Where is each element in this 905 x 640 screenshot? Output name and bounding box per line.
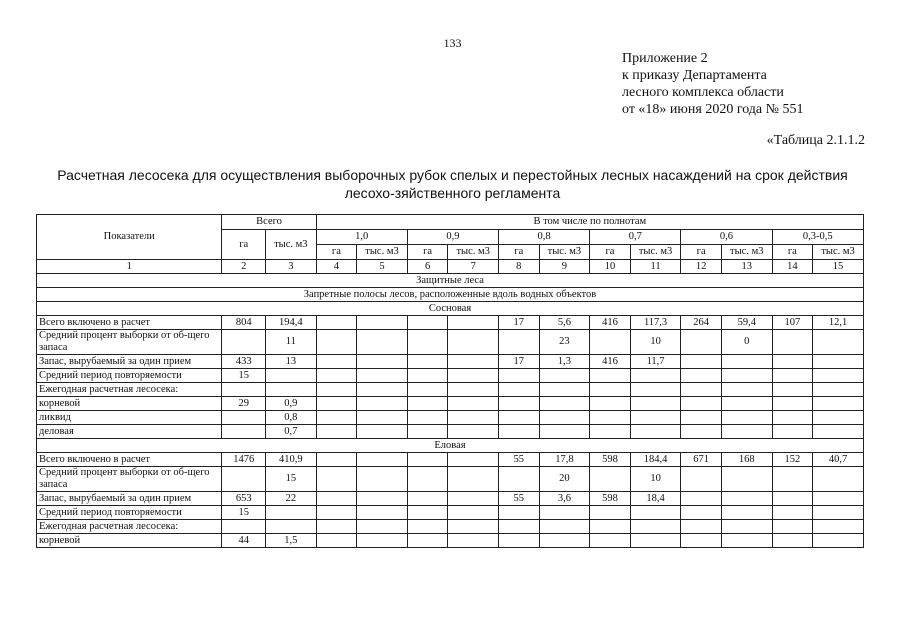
row-label: корневой	[37, 534, 222, 548]
table-cell	[499, 383, 540, 397]
table-cell: 55	[499, 453, 540, 467]
table-cell: 55	[499, 492, 540, 506]
table-cell	[499, 506, 540, 520]
table-cell	[222, 467, 266, 492]
table-cell	[265, 383, 316, 397]
column-number: 9	[539, 260, 590, 274]
header-including: В том числе по полнотам	[316, 215, 863, 230]
row-label: Ежегодная расчетная лесосека:	[37, 520, 222, 534]
table-cell	[448, 534, 499, 548]
table-cell	[316, 383, 357, 397]
table-cell	[681, 520, 722, 534]
table-cell	[590, 397, 631, 411]
table-cell	[357, 492, 408, 506]
column-number: 3	[265, 260, 316, 274]
table-cell	[721, 425, 772, 439]
row-label: Запас, вырубаемый за один прием	[37, 492, 222, 506]
table-cell: 264	[681, 316, 722, 330]
table-cell	[772, 467, 813, 492]
table-cell	[681, 383, 722, 397]
table-cell: 0	[721, 330, 772, 355]
table-cell	[407, 411, 448, 425]
header-tys: тыс. м3	[721, 245, 772, 260]
appendix-line: Приложение 2	[622, 51, 708, 66]
table-cell: 15	[265, 467, 316, 492]
table-row	[37, 534, 864, 548]
table-cell	[721, 506, 772, 520]
column-number: 10	[590, 260, 631, 274]
column-number: 7	[448, 260, 499, 274]
header-density: 0,6	[681, 230, 772, 245]
table-cell	[265, 369, 316, 383]
table-cell	[499, 369, 540, 383]
header-ga: га	[681, 245, 722, 260]
table-cell	[681, 492, 722, 506]
table-cell	[222, 383, 266, 397]
table-cell: 11	[265, 330, 316, 355]
table-cell	[772, 492, 813, 506]
table-cell	[681, 397, 722, 411]
table-cell	[813, 425, 864, 439]
table-cell	[316, 520, 357, 534]
table-cell: 20	[539, 467, 590, 492]
row-label: Всего включено в расчет	[37, 453, 222, 467]
column-number: 12	[681, 260, 722, 274]
table-cell: 433	[222, 355, 266, 369]
table-cell	[681, 425, 722, 439]
header-tys: тыс. м3	[813, 245, 864, 260]
table-cell	[357, 425, 408, 439]
table-cell	[448, 383, 499, 397]
table-cell	[316, 316, 357, 330]
table-cell	[590, 411, 631, 425]
table-cell	[407, 534, 448, 548]
table-cell	[772, 383, 813, 397]
table-cell	[499, 534, 540, 548]
table-cell	[772, 330, 813, 355]
table-cell	[630, 534, 681, 548]
forest-cutting-table	[36, 214, 864, 548]
table-cell	[630, 383, 681, 397]
table-cell: 804	[222, 316, 266, 330]
header-density: 1,0	[316, 230, 407, 245]
table-cell	[681, 534, 722, 548]
table-cell: 152	[772, 453, 813, 467]
table-cell	[772, 425, 813, 439]
table-cell	[772, 397, 813, 411]
table-cell: 416	[590, 355, 631, 369]
table-cell	[448, 355, 499, 369]
table-cell	[539, 411, 590, 425]
table-cell	[448, 506, 499, 520]
table-cell: 653	[222, 492, 266, 506]
table-cell: 10	[630, 330, 681, 355]
table-cell	[407, 425, 448, 439]
table-cell	[316, 330, 357, 355]
table-cell	[357, 330, 408, 355]
table-cell: 117,3	[630, 316, 681, 330]
table-cell	[772, 355, 813, 369]
table-cell	[357, 467, 408, 492]
appendix-line: лесного комплекса области	[622, 85, 784, 100]
table-cell	[357, 411, 408, 425]
table-cell: 18,4	[630, 492, 681, 506]
table-cell	[265, 520, 316, 534]
table-cell: 29	[222, 397, 266, 411]
page-number: 133	[443, 36, 462, 50]
table-cell	[499, 397, 540, 411]
table-cell	[721, 467, 772, 492]
table-cell	[407, 453, 448, 467]
row-label: Средний процент выборки от об-щего запаса	[37, 467, 222, 492]
table-cell: 598	[590, 453, 631, 467]
table-cell	[681, 355, 722, 369]
table-cell	[813, 520, 864, 534]
table-row	[37, 369, 864, 383]
table-cell	[316, 397, 357, 411]
column-number: 15	[813, 260, 864, 274]
table-cell	[721, 369, 772, 383]
table-cell	[681, 506, 722, 520]
table-cell	[630, 411, 681, 425]
header-ga: га	[772, 245, 813, 260]
table-cell	[499, 520, 540, 534]
table-cell	[357, 506, 408, 520]
table-cell	[448, 316, 499, 330]
row-label: Средний процент выборки от об-щего запаса	[37, 330, 222, 355]
table-cell	[681, 467, 722, 492]
header-tys: тыс. м3	[539, 245, 590, 260]
table-cell	[357, 397, 408, 411]
table-cell: 15	[222, 506, 266, 520]
table-cell	[721, 411, 772, 425]
table-cell	[316, 534, 357, 548]
row-label: Средний период повторяемости	[37, 369, 222, 383]
table-cell: 1,5	[265, 534, 316, 548]
table-cell	[681, 369, 722, 383]
table-cell	[407, 383, 448, 397]
row-label: ликвид	[37, 411, 222, 425]
row-label: Ежегодная расчетная лесосека:	[37, 383, 222, 397]
header-ga: га	[316, 245, 357, 260]
table-cell	[813, 383, 864, 397]
table-cell	[316, 492, 357, 506]
table-cell	[499, 330, 540, 355]
table-cell	[721, 534, 772, 548]
table-cell	[448, 369, 499, 383]
table-cell	[772, 369, 813, 383]
table-cell: 10	[630, 467, 681, 492]
table-cell: 3,6	[539, 492, 590, 506]
header-tys: тыс. м3	[357, 245, 408, 260]
table-cell	[539, 425, 590, 439]
table-cell	[539, 534, 590, 548]
table-cell	[407, 330, 448, 355]
table-cell	[813, 467, 864, 492]
table-cell	[721, 383, 772, 397]
header-density: 0,8	[499, 230, 590, 245]
table-cell: 59,4	[721, 316, 772, 330]
table-cell	[813, 534, 864, 548]
table-cell: 0,7	[265, 425, 316, 439]
table-cell: 23	[539, 330, 590, 355]
table-cell: 168	[721, 453, 772, 467]
header-ga: га	[590, 245, 631, 260]
table-cell	[265, 506, 316, 520]
table-cell: 17	[499, 316, 540, 330]
table-cell: 40,7	[813, 453, 864, 467]
table-cell	[407, 316, 448, 330]
table-cell	[813, 506, 864, 520]
table-cell	[590, 506, 631, 520]
column-number: 14	[772, 260, 813, 274]
table-cell	[539, 506, 590, 520]
table-row	[37, 397, 864, 411]
table-cell	[499, 467, 540, 492]
table-cell	[448, 411, 499, 425]
table-cell	[630, 425, 681, 439]
table-cell	[813, 369, 864, 383]
table-row	[37, 492, 864, 506]
table-cell	[681, 330, 722, 355]
table-cell	[772, 411, 813, 425]
table-cell	[499, 425, 540, 439]
table-cell	[721, 492, 772, 506]
section-spruce: Еловая	[37, 439, 864, 453]
table-cell	[407, 355, 448, 369]
row-label: корневой	[37, 397, 222, 411]
table-cell	[222, 330, 266, 355]
table-row	[37, 520, 864, 534]
table-cell	[590, 369, 631, 383]
appendix-line: к приказу Департамента	[622, 68, 767, 83]
table-cell: 416	[590, 316, 631, 330]
column-number-row	[37, 260, 864, 274]
table-cell	[316, 411, 357, 425]
table-cell	[357, 369, 408, 383]
table-cell: 15	[222, 369, 266, 383]
table-cell	[499, 411, 540, 425]
table-cell	[630, 520, 681, 534]
table-cell	[721, 397, 772, 411]
table-cell: 44	[222, 534, 266, 548]
table-cell	[813, 411, 864, 425]
table-cell: 1476	[222, 453, 266, 467]
table-row	[37, 411, 864, 425]
table-cell	[813, 355, 864, 369]
table-cell: 410,9	[265, 453, 316, 467]
table-cell	[681, 411, 722, 425]
table-cell: 598	[590, 492, 631, 506]
table-cell	[772, 520, 813, 534]
table-cell: 184,4	[630, 453, 681, 467]
table-cell	[448, 467, 499, 492]
header-density: 0,9	[407, 230, 498, 245]
table-cell	[590, 330, 631, 355]
table-cell: 13	[265, 355, 316, 369]
table-cell: 17,8	[539, 453, 590, 467]
appendix-block	[622, 50, 804, 118]
row-label: Средний период повторяемости	[37, 506, 222, 520]
section-protective: Защитные леса	[37, 274, 864, 288]
table-cell	[407, 369, 448, 383]
table-cell	[407, 467, 448, 492]
column-number: 5	[357, 260, 408, 274]
table-cell	[222, 520, 266, 534]
table-row	[37, 316, 864, 330]
table-row	[37, 330, 864, 355]
table-cell	[448, 330, 499, 355]
table-cell	[448, 520, 499, 534]
table-cell	[448, 492, 499, 506]
table-cell	[539, 383, 590, 397]
table-cell: 5,6	[539, 316, 590, 330]
table-cell	[316, 425, 357, 439]
table-cell	[813, 492, 864, 506]
table-cell	[721, 520, 772, 534]
table-cell	[772, 534, 813, 548]
table-cell: 107	[772, 316, 813, 330]
table-cell	[357, 520, 408, 534]
table-row	[37, 506, 864, 520]
row-label: Всего включено в расчет	[37, 316, 222, 330]
header-ga: га	[499, 245, 540, 260]
header-density: 0,7	[590, 230, 681, 245]
table-cell: 671	[681, 453, 722, 467]
header-tys: тыс. м3	[630, 245, 681, 260]
row-label: Запас, вырубаемый за один прием	[37, 355, 222, 369]
header-indicators: Показатели	[37, 215, 222, 260]
table-cell: 194,4	[265, 316, 316, 330]
appendix-line: от «18» июня 2020 года № 551	[622, 102, 804, 117]
table-cell	[590, 425, 631, 439]
table-cell: 22	[265, 492, 316, 506]
table-cell	[357, 453, 408, 467]
table-cell	[316, 355, 357, 369]
table-cell	[357, 383, 408, 397]
table-cell	[539, 397, 590, 411]
column-number: 1	[37, 260, 222, 274]
header-density: 0,3-0,5	[772, 230, 863, 245]
table-cell: 0,9	[265, 397, 316, 411]
table-row	[37, 453, 864, 467]
table-cell	[316, 467, 357, 492]
column-number: 6	[407, 260, 448, 274]
header-total-ga: га	[222, 230, 266, 260]
table-cell	[813, 397, 864, 411]
column-number: 8	[499, 260, 540, 274]
row-label: деловая	[37, 425, 222, 439]
table-cell	[539, 369, 590, 383]
table-cell	[630, 369, 681, 383]
table-cell: 17	[499, 355, 540, 369]
table-cell	[357, 534, 408, 548]
table-cell: 1,3	[539, 355, 590, 369]
table-row	[37, 425, 864, 439]
table-cell	[539, 520, 590, 534]
table-cell	[590, 534, 631, 548]
table-cell	[222, 425, 266, 439]
table-cell	[448, 453, 499, 467]
table-body	[37, 274, 864, 548]
table-reference: «Таблица 2.1.1.2	[766, 133, 865, 148]
table-cell	[590, 520, 631, 534]
table-cell	[813, 330, 864, 355]
table-cell	[448, 425, 499, 439]
table-cell	[448, 397, 499, 411]
table-row	[37, 355, 864, 369]
column-number: 2	[222, 260, 266, 274]
header-tys: тыс. м3	[448, 245, 499, 260]
table-cell	[407, 397, 448, 411]
document-title: Расчетная лесосека для осуществления выборочных рубок спелых и перестойных лесных насаждений на срок действия лесохо-зяйственного регламента	[57, 167, 848, 201]
table-cell	[357, 355, 408, 369]
header-total: Всего	[222, 215, 316, 230]
table-cell: 11,7	[630, 355, 681, 369]
column-number: 4	[316, 260, 357, 274]
table-cell	[772, 506, 813, 520]
table-cell	[721, 355, 772, 369]
table-row	[37, 467, 864, 492]
table-row	[37, 383, 864, 397]
table-cell	[590, 383, 631, 397]
table-cell	[590, 467, 631, 492]
table-cell	[316, 453, 357, 467]
table-cell: 0,8	[265, 411, 316, 425]
table-cell	[630, 506, 681, 520]
table-cell	[407, 506, 448, 520]
table-cell	[407, 492, 448, 506]
header-ga: га	[407, 245, 448, 260]
table-cell	[407, 520, 448, 534]
section-pine: Сосновая	[37, 302, 864, 316]
table-cell	[630, 397, 681, 411]
column-number: 11	[630, 260, 681, 274]
table-cell	[357, 316, 408, 330]
table-cell	[316, 369, 357, 383]
table-cell	[316, 506, 357, 520]
table-cell: 12,1	[813, 316, 864, 330]
table-cell	[222, 411, 266, 425]
column-number: 13	[721, 260, 772, 274]
header-total-tys: тыс. м3	[265, 230, 316, 260]
section-strips: Запретные полосы лесов, расположенные вдоль водных объектов	[37, 288, 864, 302]
